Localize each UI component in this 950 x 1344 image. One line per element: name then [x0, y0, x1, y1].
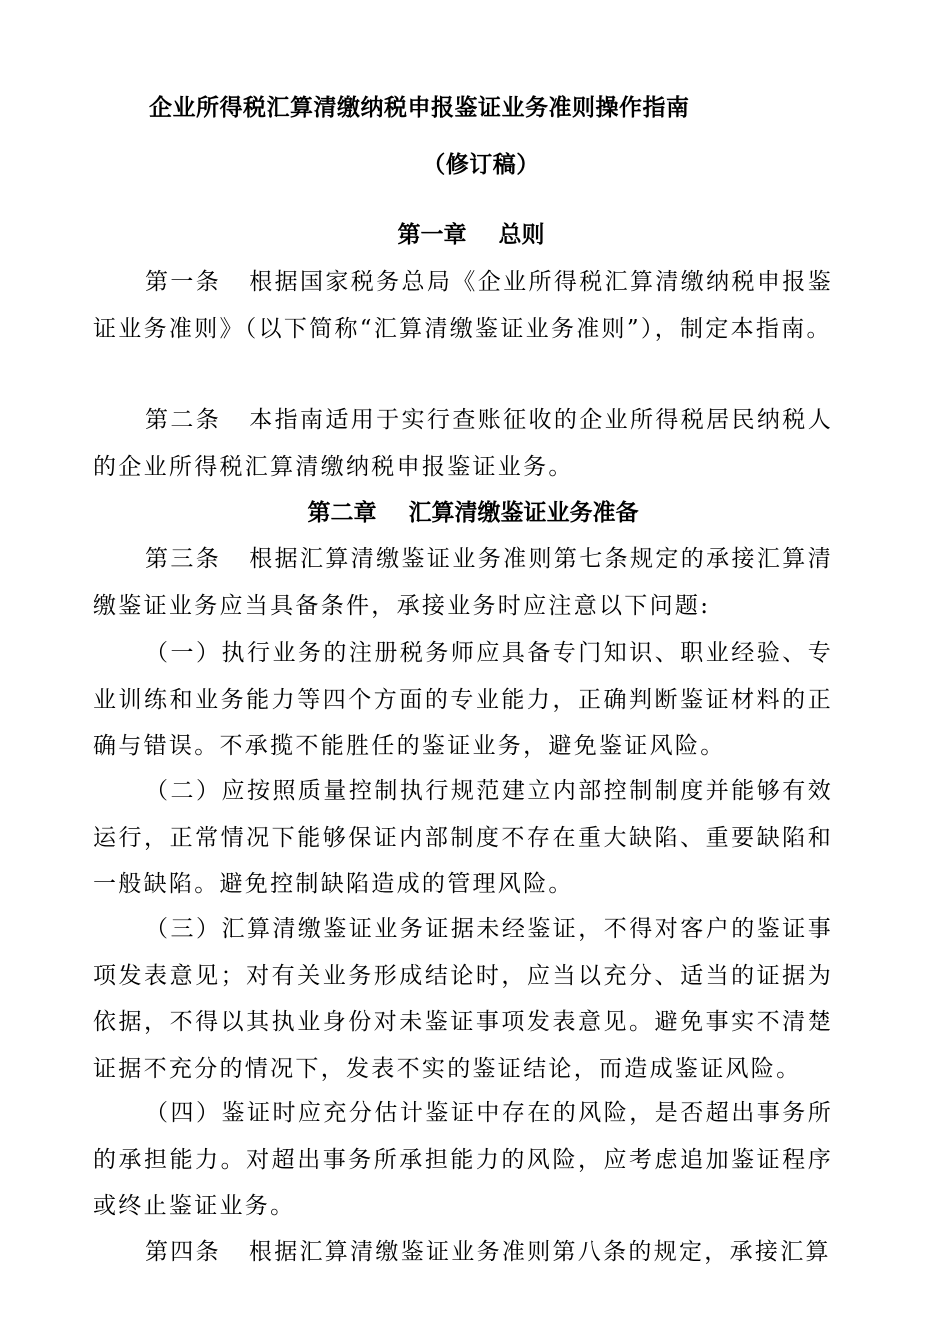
article-paragraph: [93, 259, 833, 352]
article-paragraph: [93, 1229, 833, 1276]
article-label: 第三条: [145, 546, 222, 572]
article-paragraph: [93, 536, 833, 629]
clause-paragraph: [93, 768, 833, 908]
article-text: 根据汇算清缴鉴证业务准则第八条的规定，承接汇算: [248, 1239, 831, 1265]
chapter-heading-2: 第二章 汇算清缴鉴证业务准备: [307, 500, 639, 526]
clause-paragraph: [93, 1090, 833, 1230]
document-subtitle: （修订稿）: [422, 152, 540, 178]
article-paragraph: [93, 397, 833, 490]
clause-text: （二）应按照质量控制执行规范建立内部控制制度并能够有效运行，正常情况下能够保证内部制度不存在重大缺陷、重要缺陷和一般缺陷。避免控制缺陷造成的管理风险。: [93, 778, 833, 897]
clause-text: （三）汇算清缴鉴证业务证据未经鉴证，不得对客户的鉴证事项发表意见；对有关业务形成结论时，应当以充分、适当的证据为依据，不得以其执业身份对未鉴证事项发表意见。避免事实不清楚证据不充分的情况下，发表不实的鉴证结论，而造成鉴证风险。: [93, 916, 833, 1082]
article-label: 第四条: [145, 1239, 221, 1265]
article-label: 第一条: [145, 269, 222, 295]
article-text: 根据汇算清缴鉴证业务准则第七条规定的承接汇算清缴鉴证业务应当具备条件，承接业务时应注意以下问题:: [93, 546, 833, 619]
document-title: 企业所得税汇算清缴纳税申报鉴证业务准则操作指南: [149, 95, 690, 121]
clause-paragraph: [93, 906, 833, 1092]
article-text: 根据国家税务总局《企业所得税汇算清缴纳税申报鉴证业务准则》（以下简称“汇算清缴鉴证业务准则”），制定本指南。: [93, 269, 833, 342]
clause-paragraph: [93, 630, 833, 770]
article-text: 本指南适用于实行查账征收的企业所得税居民纳税人的企业所得税汇算清缴纳税申报鉴证业务。: [93, 407, 833, 480]
chapter-heading-1: 第一章 总则: [397, 222, 545, 248]
article-label: 第二条: [145, 407, 222, 433]
clause-text: （一）执行业务的注册税务师应具备专门知识、职业经验、专业训练和业务能力等四个方面的专业能力，正确判断鉴证材料的正确与错误。不承揽不能胜任的鉴证业务，避免鉴证风险。: [93, 640, 833, 759]
clause-text: （四）鉴证时应充分估计鉴证中存在的风险，是否超出事务所的承担能力。对超出事务所承担能力的风险，应考虑追加鉴证程序或终止鉴证业务。: [93, 1100, 833, 1219]
